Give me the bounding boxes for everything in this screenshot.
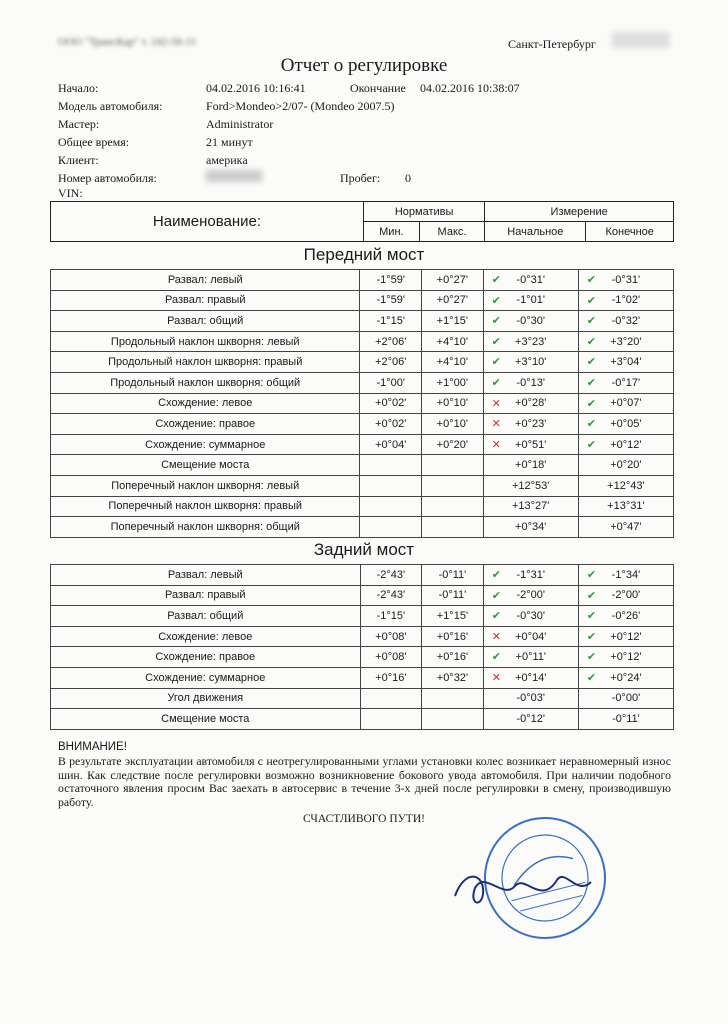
initial-value-cell (483, 585, 578, 606)
initial-value-cell (483, 565, 578, 586)
norm-min: -1°15' (360, 606, 422, 627)
initial-value-cell (483, 606, 578, 627)
initial-value: -1°31' (516, 568, 546, 581)
norm-min: +0°08' (360, 626, 422, 647)
final-value-cell (578, 688, 673, 709)
param-name: Схождение: суммарное (51, 434, 360, 455)
start-value: 04.02.2016 10:16:41 (206, 81, 306, 95)
final-value-cell (578, 667, 673, 688)
norm-max: +0°20' (422, 434, 484, 455)
warning-text: В результате эксплуатации автомобиля с неотрегулированными углами установки колес возникает неравномерный износ шин. Как следствие после регулировки возможно возникновение бокового увода автомобиля. При наличии подобного остаточного явления просим Вас заехать в автосервис в течение 3-х дней после регулировки в смену, производившую работу. (58, 754, 671, 809)
initial-value: +0°51' (515, 438, 547, 451)
check-icon: ✔ (491, 651, 501, 664)
final-value-cell (578, 434, 673, 455)
table-header (50, 201, 674, 242)
check-icon: ✔ (491, 335, 501, 348)
check-icon: ✔ (586, 335, 596, 348)
mileage-label: Пробег: (340, 171, 381, 185)
table-row (51, 311, 674, 332)
param-name: Схождение: правое (51, 647, 361, 668)
param-name: Смещение моста (51, 709, 361, 730)
param-name: Продольный наклон шкворня: левый (51, 331, 360, 352)
final-value: +12°43' (607, 479, 645, 492)
initial-value: +0°18' (515, 459, 547, 472)
final-value-cell (578, 393, 673, 414)
final-value: -0°00' (611, 692, 641, 705)
check-icon: ✔ (491, 315, 501, 328)
final-value-cell (578, 475, 673, 496)
initial-value: +0°11' (515, 651, 546, 664)
final-value-cell (578, 414, 673, 435)
goodbye-text: СЧАСТЛИВОГО ПУТИ! (303, 813, 425, 825)
check-icon: ✔ (586, 610, 597, 623)
initial-value-cell (483, 475, 578, 496)
initial-value: -0°30' (516, 609, 546, 622)
param-name: Продольный наклон шкворня: правый (51, 352, 360, 373)
final-value-cell (578, 585, 673, 606)
final-value: -2°00' (611, 589, 641, 602)
final-value: +0°07' (610, 397, 642, 410)
final-value: -1°34' (611, 568, 641, 581)
check-icon: ✔ (491, 569, 501, 581)
initial-value-cell (483, 517, 578, 538)
norm-min: -2°43' (360, 585, 422, 606)
check-icon: ✔ (586, 376, 596, 389)
end-label: Окончание (350, 81, 406, 95)
front-axle-title: Передний мост (303, 245, 425, 264)
time-label: Общее время: (58, 135, 130, 149)
check-icon: ✔ (586, 651, 597, 664)
norm-max (422, 475, 484, 496)
initial-value-cell (483, 393, 578, 414)
final-value-cell (578, 372, 673, 393)
initial-value-cell (483, 290, 578, 311)
initial-value: -0°30' (516, 314, 545, 327)
norm-min: +0°04' (360, 434, 422, 455)
final-value: -0°17' (611, 376, 641, 389)
table-row (51, 626, 674, 647)
check-icon: ✔ (586, 274, 596, 286)
initial-value-cell (483, 270, 578, 291)
check-icon: ✔ (491, 294, 501, 307)
final-value-cell (578, 517, 673, 538)
check-icon: ✔ (586, 397, 596, 410)
norm-min: +0°02' (360, 414, 422, 435)
final-value: -0°32' (611, 314, 641, 327)
check-icon: ✔ (586, 438, 596, 451)
redacted-area (612, 32, 670, 48)
master-value: Administrator (206, 117, 274, 131)
check-icon: ✔ (586, 418, 596, 431)
param-name: Развал: правый (51, 585, 361, 606)
final-value-cell (578, 709, 673, 730)
measure-header: Измерение (485, 202, 674, 222)
final-value: +0°12' (610, 438, 642, 451)
initial-value: +3°23' (515, 335, 547, 348)
initial-value-cell (483, 626, 578, 647)
check-icon: ✔ (491, 610, 501, 623)
name-header: Наименование: (51, 202, 364, 242)
city-label: Санкт-Петербург (508, 37, 596, 51)
check-icon: ✔ (586, 589, 597, 602)
table-row (51, 455, 674, 476)
rear-axle-title: Задний мост (313, 540, 415, 559)
param-name: Схождение: левое (51, 626, 361, 647)
norm-min (360, 475, 422, 496)
initial-value: +0°04' (515, 630, 547, 643)
table-row (51, 414, 674, 435)
param-name: Поперечный наклон шкворня: общий (51, 517, 360, 538)
final-value: +13°31' (607, 500, 645, 513)
table-row (51, 606, 674, 627)
final-value: +0°05' (610, 417, 642, 430)
norm-max: +0°16' (422, 626, 484, 647)
cross-icon: ✕ (491, 671, 501, 684)
norm-min (360, 709, 422, 730)
table-row (51, 709, 674, 730)
initial-value: -2°00' (516, 589, 546, 602)
client-value: америка (206, 153, 248, 167)
param-name: Продольный наклон шкворня: общий (51, 372, 360, 393)
final-value-cell (578, 606, 673, 627)
master-label: Мастер: (58, 117, 100, 131)
model-label: Модель автомобиля: (58, 99, 163, 113)
norm-min: +0°16' (360, 667, 422, 688)
cross-icon: ✕ (491, 438, 501, 451)
norm-min: +0°08' (360, 647, 422, 668)
company-header: ООО "ТрансКар" т. 242-56-11 (58, 36, 197, 48)
initial-value-cell (483, 352, 578, 373)
table-row (51, 290, 674, 311)
norm-max: +4°10' (422, 331, 484, 352)
final-value-cell (578, 270, 673, 291)
norm-max (422, 709, 484, 730)
norm-max (422, 688, 484, 709)
final-value: +3°20' (610, 335, 642, 348)
final-value: -0°26' (611, 609, 641, 622)
final-value: +0°12' (610, 651, 642, 664)
table-row (51, 647, 674, 668)
max-header: Макс. (419, 222, 485, 242)
initial-value: +0°14' (515, 671, 547, 684)
initial-value: +3°10' (515, 356, 547, 369)
norm-min: -1°59' (360, 270, 422, 291)
norm-min (360, 688, 422, 709)
initial-value-cell (483, 688, 578, 709)
norm-max (422, 455, 484, 476)
initial-value-cell (483, 372, 578, 393)
final-value: -1°02' (611, 294, 641, 307)
final-value-cell (578, 455, 673, 476)
param-name: Развал: левый (51, 565, 361, 586)
final-value: +0°20' (610, 459, 642, 472)
norm-min (360, 455, 422, 476)
final-value-cell (578, 647, 673, 668)
vin-label: VIN: (58, 186, 83, 200)
norms-header: Нормативы (364, 202, 485, 222)
check-icon: ✔ (491, 376, 501, 389)
param-name: Смещение моста (51, 455, 360, 476)
final-value: -0°31' (611, 273, 641, 286)
norm-max: +0°27' (422, 270, 484, 291)
norm-min: -1°15' (360, 311, 422, 332)
final-value: +3°04' (610, 356, 642, 369)
initial-value-cell (483, 667, 578, 688)
final-value: +0°24' (610, 671, 642, 684)
plate-label: Номер автомобиля: (58, 171, 157, 185)
initial-value-cell (483, 496, 578, 517)
table-row (51, 352, 674, 373)
param-name: Схождение: правое (51, 414, 360, 435)
initial-value-cell (483, 434, 578, 455)
initial-value: +0°28' (515, 397, 547, 410)
table-row (51, 434, 674, 455)
cross-icon: ✕ (491, 418, 501, 431)
norm-max: -0°11' (422, 565, 484, 586)
param-name: Развал: общий (51, 606, 361, 627)
rear-axle-table (50, 564, 674, 730)
initial-value: +0°23' (515, 417, 547, 430)
norm-max (422, 496, 484, 517)
check-icon: ✔ (586, 671, 597, 684)
norm-max: +0°10' (422, 414, 484, 435)
norm-min (360, 496, 422, 517)
initial-value: -1°01' (516, 294, 545, 307)
model-value: Ford>Mondeo>2/07- (Mondeo 2007.5) (206, 99, 395, 113)
check-icon: ✔ (586, 315, 596, 328)
table-row (51, 393, 674, 414)
initial-value-cell (483, 311, 578, 332)
final-value-cell (578, 496, 673, 517)
table-row (51, 688, 674, 709)
final-value: -0°11' (612, 712, 640, 725)
norm-min: +2°06' (360, 331, 422, 352)
time-value: 21 минут (206, 135, 253, 149)
check-icon: ✔ (491, 356, 501, 369)
final-value: +0°12' (610, 630, 642, 643)
initial-value: +12°53' (511, 479, 550, 492)
norm-min: -1°59' (360, 290, 422, 311)
check-icon: ✔ (586, 356, 596, 369)
param-name: Схождение: суммарное (51, 667, 361, 688)
norm-max (422, 517, 484, 538)
final-value-cell (578, 565, 673, 586)
norm-max: +0°32' (422, 667, 484, 688)
table-row (51, 496, 674, 517)
norm-min: -2°43' (360, 565, 422, 586)
initial-value: -0°03' (516, 692, 546, 705)
initial-value-cell (483, 647, 578, 668)
initial-value-cell (483, 709, 578, 730)
norm-max: -0°11' (422, 585, 484, 606)
table-row (51, 372, 674, 393)
check-icon: ✔ (586, 569, 597, 581)
final-value-cell (578, 290, 673, 311)
final-header: Конечное (586, 222, 674, 242)
norm-min: +2°06' (360, 352, 422, 373)
norm-max: +4°10' (422, 352, 484, 373)
table-row (51, 475, 674, 496)
norm-max: +1°15' (422, 606, 484, 627)
mileage-value: 0 (405, 171, 411, 185)
final-value-cell (578, 352, 673, 373)
norm-max: +0°16' (422, 647, 484, 668)
norm-max: +0°10' (422, 393, 484, 414)
norm-max: +0°27' (422, 290, 484, 311)
norm-min: -1°00' (360, 372, 422, 393)
table-row (51, 585, 674, 606)
report-title: Отчет о регулировке (280, 55, 448, 76)
front-axle-table (50, 269, 674, 538)
stamp-seal (472, 808, 617, 948)
norm-min (360, 517, 422, 538)
check-icon: ✔ (491, 274, 501, 286)
initial-value-cell (483, 331, 578, 352)
start-label: Начало: (58, 81, 99, 95)
end-value: 04.02.2016 10:38:07 (420, 81, 520, 95)
norm-max: +1°15' (422, 311, 484, 332)
param-name: Угол движения (51, 688, 361, 709)
norm-min: +0°02' (360, 393, 422, 414)
final-value-cell (578, 311, 673, 332)
cross-icon: ✕ (491, 397, 501, 410)
table-row (51, 667, 674, 688)
initial-header: Начальное (485, 222, 586, 242)
table-row (51, 517, 674, 538)
table-row (51, 565, 674, 586)
param-name: Поперечный наклон шкворня: правый (51, 496, 360, 517)
cross-icon: ✕ (491, 630, 501, 643)
param-name: Схождение: левое (51, 393, 360, 414)
table-row (51, 270, 674, 291)
check-icon: ✔ (586, 294, 596, 307)
table-row (51, 331, 674, 352)
company-stamp (445, 808, 620, 948)
initial-value-cell (483, 414, 578, 435)
initial-value-cell (483, 455, 578, 476)
initial-value: -0°31' (516, 273, 545, 286)
initial-value: -0°13' (516, 376, 545, 389)
min-header: Мин. (364, 222, 420, 242)
redacted-plate (206, 170, 262, 182)
norm-max: +1°00' (422, 372, 484, 393)
final-value-cell (578, 626, 673, 647)
client-label: Клиент: (58, 153, 99, 167)
final-value-cell (578, 331, 673, 352)
initial-value: +13°27' (511, 500, 550, 513)
param-name: Поперечный наклон шкворня: левый (51, 475, 360, 496)
initial-value: -0°12' (516, 712, 546, 725)
warning-title: ВНИМАНИЕ! (58, 741, 127, 753)
check-icon: ✔ (586, 630, 597, 643)
final-value: +0°47' (610, 520, 642, 533)
param-name: Развал: левый (51, 270, 360, 291)
check-icon: ✔ (491, 589, 501, 602)
param-name: Развал: правый (51, 290, 360, 311)
param-name: Развал: общий (51, 311, 360, 332)
initial-value: +0°34' (515, 520, 547, 533)
